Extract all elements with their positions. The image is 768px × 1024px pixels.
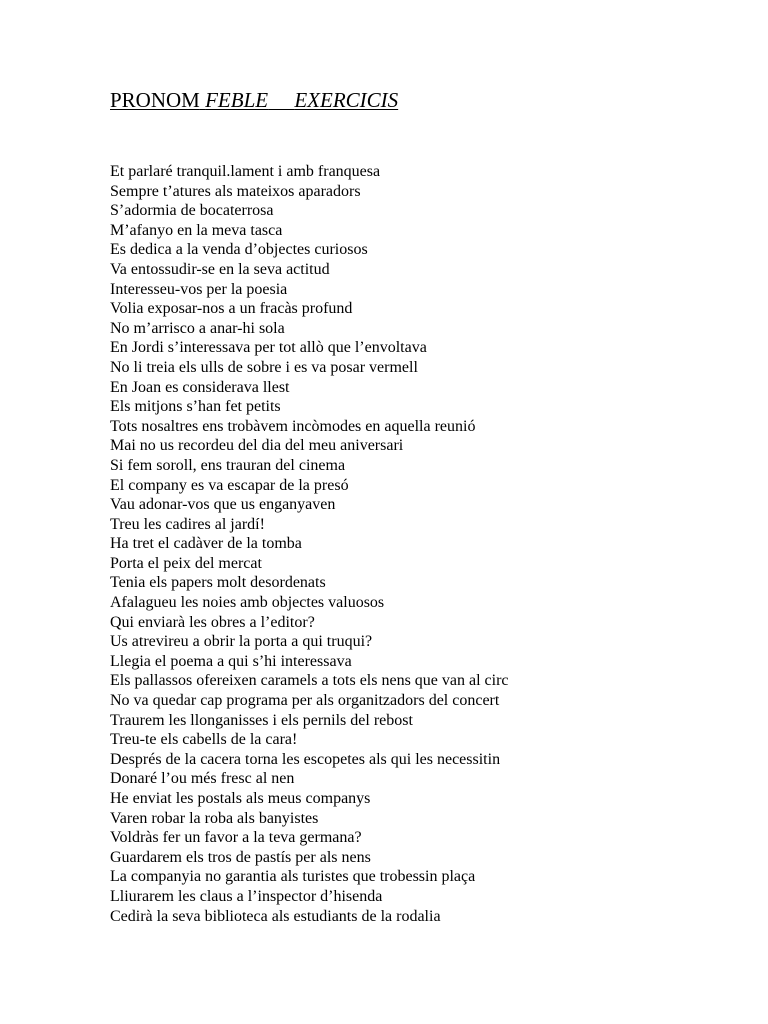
exercise-sentence: No li treia els ulls de sobre i es va posar vermell (110, 358, 418, 376)
exercise-sentence: Després de la cacera torna les escopetes als qui les necessitin (110, 750, 501, 768)
exercise-sentence: Qui enviarà les obres a l’editor? (110, 613, 315, 631)
exercise-sentence: Afalagueu les noies amb objectes valuosos (110, 594, 385, 612)
title-word-pronom: PRONOM (110, 88, 200, 112)
exercise-sentence: Els mitjons s’han fet petits (110, 398, 281, 416)
exercise-sentence: En Joan es considerava llest (110, 378, 290, 396)
exercise-sentence: Vau adonar-vos que us enganyaven (110, 496, 336, 514)
exercise-sentence: En Jordi s’interessava per tot allò que l’envoltava (110, 339, 427, 357)
exercise-sentence: Cedirà la seva biblioteca als estudiants de la rodalia (110, 907, 441, 925)
exercise-sentence: Interesseu-vos per la poesia (110, 280, 288, 298)
exercise-sentence: Els pallassos ofereixen caramels a tots els nens que van al circ (110, 672, 509, 690)
exercise-sentence: El company es va escapar de la presó (110, 476, 349, 494)
title-word-feble: FEBLE (205, 88, 269, 112)
exercise-sentence: Voldràs fer un favor a la teva germana? (110, 829, 362, 847)
exercise-sentence: Tenia els papers molt desordenats (110, 574, 326, 592)
document-title (110, 86, 398, 114)
exercise-sentence: S’adormia de bocaterrosa (110, 202, 274, 220)
exercise-sentence: Traurem les llonganisses i els pernils del rebost (110, 711, 413, 729)
exercise-sentence: Ha tret el cadàver de la tomba (110, 535, 302, 553)
exercise-sentence: Llegia el poema a qui s’hi interessava (110, 652, 352, 670)
exercise-sentence: Et parlaré tranquil.lament i amb franquesa (110, 163, 381, 180)
exercise-sentence: Si fem soroll, ens trauran del cinema (110, 456, 346, 474)
exercise-sentence: No m’arrisco a anar-hi sola (110, 319, 285, 337)
exercise-sentence: Treu les cadires al jardí! (110, 515, 265, 533)
title-word-exercicis: EXERCICIS (294, 88, 399, 112)
exercise-sentence: Treu-te els cabells de la cara! (110, 731, 298, 749)
exercise-sentence: M’afanyo en la meva tasca (110, 221, 283, 239)
exercise-sentence: Guardarem els tros de pastís per als nens (110, 848, 371, 866)
exercise-sentence: Tots nosaltres ens trobàvem incòmodes en aquella reunió (110, 417, 476, 435)
exercise-sentence: Us atrevireu a obrir la porta a qui truqui? (110, 633, 373, 651)
exercise-sentence: Mai no us recordeu del dia del meu aniversari (110, 437, 404, 455)
exercise-sentence: He enviat les postals als meus companys (110, 790, 371, 807)
exercise-sentence: Lliurarem les claus a l’inspector d’hisenda (110, 887, 383, 905)
exercise-sentence: Volia exposar-nos a un fracàs profund (110, 300, 353, 318)
exercise-sentence: Va entossudir-se en la seva actitud (110, 260, 330, 278)
exercise-sentence: Sempre t’atures als mateixos aparadors (110, 182, 361, 200)
exercise-sentence: Es dedica a la venda d’objectes curiosos (110, 241, 368, 259)
exercise-sentence: Donaré l’ou més fresc al nen (110, 770, 295, 788)
exercise-sentence: Varen robar la roba als banyistes (110, 809, 319, 827)
exercise-sentence-list (110, 162, 509, 926)
exercise-sentence: La companyia no garantia als turistes que trobessin plaça (110, 868, 476, 886)
exercise-sentence: No va quedar cap programa per als organitzadors del concert (110, 692, 500, 710)
exercise-sentence: Porta el peix del mercat (110, 554, 262, 572)
